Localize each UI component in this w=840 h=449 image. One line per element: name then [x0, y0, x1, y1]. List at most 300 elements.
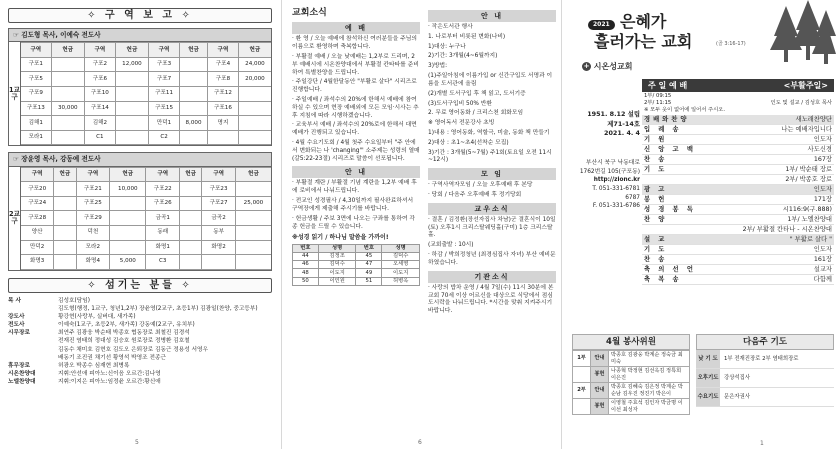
table-row [293, 261, 420, 269]
worship-header [642, 79, 834, 92]
volunteer-part: 1부 [573, 351, 591, 367]
worship-item-label: 광 고 [644, 185, 668, 193]
table-cell [180, 240, 202, 255]
worship-item-label: 성 경 봉 독 [644, 205, 696, 213]
volunteers-table [572, 350, 690, 415]
table-cell: 구포2 [84, 57, 115, 72]
worship-news-items [292, 36, 420, 163]
news-item: · 결혼 / 김정환(장선자집사 차남)군 결혼식이 10일(토) 오후1시 크리스탈웨딩홀(구미) 1층 크리스탈홀. [428, 216, 556, 239]
table-cell [238, 101, 271, 116]
table-cell: 구포16 [208, 101, 239, 116]
news-item: (3)도서구입비 50% 반환 [428, 100, 492, 107]
table-cell: 이도지 [382, 269, 420, 277]
news-item: · 하감 / 박희정청년 (최경심집사 자녀) 부산 예비문 하였습니다. [428, 252, 556, 266]
table-cell [208, 130, 239, 145]
worship-leader: 인도 및 설교 / 김성호 목사 [770, 99, 832, 106]
news-item: 2. 무료 영어동화 / 크리스천 회화모임 [428, 110, 524, 117]
table-cell: 김정조 [318, 253, 356, 261]
banner-reference: (골 3:16-17) [716, 41, 746, 47]
table-cell [54, 182, 76, 197]
column-header: 헌금 [238, 43, 271, 58]
servant-names: 김동수 채미호 김현호 김도오 은퇴장로 김동근 정용성 서영우 [58, 346, 209, 353]
section-member-news: 교우소식 [428, 203, 556, 215]
worship-item-value: 인도자 [813, 245, 832, 253]
servant-names: 전재진 염태희 정대성 김승호 원로장로 정병환 김호철 [58, 338, 190, 345]
news-item: (1)주일아침에 이름가입 or 신간구입도 서명과 이름을 도서관에 올림 [428, 73, 553, 87]
table-cell: 동부 [202, 226, 236, 241]
table-cell [51, 72, 84, 87]
year-badge: 2021 [588, 20, 615, 30]
servant-names: 허광오 박종수 심재현 최병록 [58, 362, 130, 369]
table-cell: 만덕1 [149, 116, 180, 131]
table-cell [115, 87, 148, 102]
worship-item-value: 시116:9(구.888) [782, 205, 832, 213]
table-cell: 허병옥 [382, 277, 420, 285]
worship-row [642, 125, 834, 135]
founded: 1951. 8.12 설립 [587, 110, 640, 118]
table-cell: 구포10 [84, 87, 115, 102]
worship-item-value: 설교자 [813, 265, 832, 273]
table-cell: 8,000 [179, 116, 207, 131]
volunteer-role: 봉헌 [591, 399, 609, 415]
group-1-side-label: 1교구 [9, 42, 21, 145]
news-item: · 주일예배 / 좌석수의 20%에 한해서 예배에 참여하실 수 있으며 현장 예배외에 모든 모임·시사는 추후 지침에 따라 시행하겠습니다. [292, 96, 419, 119]
worship-item-label: 기 도 [644, 165, 668, 173]
table-cell: 덕천 [76, 226, 110, 241]
table-row [21, 87, 271, 102]
telephone: T. 051-331-6781 [592, 185, 640, 192]
servant-names: 배동기 조진권 채기선 황영석 박영조 전종근 [58, 354, 166, 361]
news-item: 3)기간 : 3개월(5~7월) 주1회(토요일 오전 11시~12시) [428, 149, 552, 164]
prayer-row [696, 369, 834, 388]
address-line2: 1762번길 105(구포동) [579, 168, 640, 175]
table-cell: 김해2 [84, 116, 115, 131]
worship-item-label: 기 도 [644, 245, 668, 253]
table-row [21, 182, 271, 197]
volunteer-role: 안내 [591, 351, 609, 367]
servant-role [8, 338, 58, 345]
volunteer-row [573, 399, 690, 415]
address-line1: 부산시 북구 낙동대로 [585, 159, 640, 166]
worship-item-label: 찬 송 [644, 155, 668, 163]
worship-item-value: 1부/ 박순태 장로 [785, 165, 832, 173]
worship-row [642, 135, 834, 145]
table-cell: 김해1 [21, 116, 51, 131]
servant-names: 지휘:이지은 피아노:임정윤 오르간:황신애 [58, 379, 161, 386]
news-item: 1. 나로부터 비롯된 변화(나비) [428, 33, 506, 40]
worship-times [642, 92, 834, 115]
table-cell [180, 226, 202, 241]
worship-item-label: 봉 헌 [644, 195, 668, 203]
time-1: 1부/ 09:15 [644, 93, 672, 99]
page-number: 6 [418, 438, 422, 446]
table-row [21, 211, 271, 226]
table-cell: 구포4 [208, 57, 239, 72]
prayer-label: 낮 기 도 [696, 350, 720, 368]
section-org-news: 기관소식 [428, 271, 556, 283]
volunteer-row [573, 367, 690, 383]
table-cell: 이도지 [318, 269, 356, 277]
table-cell: 김덕수 [318, 261, 356, 269]
news-column-right [428, 8, 556, 318]
table-cell [51, 116, 84, 131]
servant-role: 목 사 [8, 297, 21, 304]
group-2-header: ☞ 장윤영 목사, 강동예 전도사 [9, 153, 271, 166]
table-cell: 구포22 [146, 182, 180, 197]
news-item: · 환 영 / 오늘 예배에 참석하신 여러분들을 주님의 이름으로 환영하며 축복합니다. [292, 36, 417, 51]
worship-row [642, 165, 834, 175]
worship-item-value: 인도자 [813, 135, 832, 143]
volunteer-part [573, 399, 591, 415]
table-cell [54, 226, 76, 241]
news-item: · 부활절 예배 / 오늘 낮예배는 1,2부로 드리며, 2부 예배시에 시온찬양대에서 부활절 칸타타를 준비하여 특별찬양을 드립니다. [292, 53, 419, 76]
table-cell: 오세영 [382, 261, 420, 269]
news-item: · 사랑의 밥차 운영 / 4월 7일(수) 11시 30분에 본교회 70세 이상 어르신을 대상으로 식당에서 점심도시락을 나눠드립니다. *시간을 맞춰 지켜주시기 바랍니다. [428, 284, 554, 315]
prayer-label: 오후기도 [696, 369, 720, 387]
table-cell [180, 182, 202, 197]
table-cell: 금곡2 [202, 211, 236, 226]
meeting-items [428, 182, 556, 200]
volunteer-role: 안내 [591, 383, 609, 399]
servant-names: 최연주 김광웅 박순태 박종호 협동장로 최철진 김경석 [58, 330, 190, 337]
table-cell [180, 196, 202, 211]
news-item: (교회출발 : 10시) [428, 242, 474, 249]
volunteer-names: 박종호 김혜숙 김은정 박계순 박순남 김우진 정진기 박은이 [609, 383, 690, 399]
worship-row [642, 245, 834, 255]
table-cell: 구포23 [202, 182, 236, 197]
servant-role: 전도사 [8, 322, 25, 329]
column-header: 구역 [21, 167, 54, 182]
table-cell [238, 116, 271, 131]
servant-names: 김도형(행정, 1교구, 청년1,2부) 장윤영(2교구, 초등1부) 김광일(찬양, 중고등부) [58, 305, 258, 312]
worship-title: 주 일 예 배 [648, 81, 688, 90]
table-header-row [21, 43, 271, 58]
column-header: 헌금 [115, 43, 148, 58]
table-cell [110, 226, 146, 241]
worship-item-value: 167장 [813, 155, 832, 163]
church-news-title: 교회소식 [292, 8, 327, 18]
table-cell [235, 240, 271, 255]
table-cell: 51 [356, 277, 382, 285]
servants-list [8, 298, 272, 386]
website-link[interactable]: http://zionc.kr [593, 177, 640, 184]
servant-role: 노엘찬양대 [8, 379, 36, 386]
table-cell: 45 [356, 253, 382, 261]
table-cell: 구포12 [208, 87, 239, 102]
table-cell: 모라2 [76, 240, 110, 255]
volunteer-row [573, 351, 690, 367]
table-cell: 구포21 [76, 182, 110, 197]
servant-role [8, 347, 58, 354]
news-item: 1)대상: 누구나 [428, 43, 466, 50]
table-cell [110, 211, 146, 226]
worship-note: ※ 모두 옷이 없어에 일어서 주시오. [644, 106, 726, 113]
table-cell [115, 116, 148, 131]
table-cell: 구포9 [21, 87, 51, 102]
column-header: 성명 [382, 244, 420, 252]
table-row [21, 255, 271, 270]
table-cell: 구포20 [21, 182, 54, 197]
table-cell: 구포25 [76, 196, 110, 211]
table-row [21, 101, 271, 116]
worship-item-value: 1부/ 노엘찬양대 [787, 215, 832, 223]
page-number: 1 [760, 439, 764, 447]
table-cell [179, 101, 207, 116]
table-cell [51, 130, 84, 145]
worship-row [642, 225, 834, 235]
district-group-1 [8, 28, 272, 146]
table-cell: 구포27 [202, 196, 236, 211]
table-row [293, 269, 420, 277]
worship-item-value: 인도자 [813, 185, 832, 193]
table-cell: 이인원 [318, 277, 356, 285]
table-cell: 양산 [21, 226, 54, 241]
table-row [293, 253, 420, 261]
column-header: 번호 [293, 244, 319, 252]
column-header: 번호 [356, 244, 382, 252]
table-cell [235, 226, 271, 241]
cross-icon: + [583, 62, 590, 70]
table-row [21, 130, 271, 145]
table-cell: 구포15 [149, 101, 180, 116]
news-item: 3)방법: [428, 63, 448, 70]
column-header: 구역 [146, 167, 180, 182]
table-cell [54, 255, 76, 270]
volunteer-names: 나종혁 박정현 김선옥김 정특희 이은진 [609, 367, 690, 383]
servant-names: 김성호(담임) [58, 297, 90, 304]
page-church-news [284, 0, 560, 449]
worship-rows [642, 115, 834, 285]
table-cell [110, 196, 146, 211]
table-cell [235, 182, 271, 197]
servant-role: 강도사 [8, 314, 25, 321]
worship-item-label: 경배와찬양 [644, 115, 690, 123]
table-cell: 동래 [146, 226, 180, 241]
table-cell: 구포24 [21, 196, 54, 211]
table-cell: 김덕수 [382, 253, 420, 261]
column-header: 헌금 [110, 167, 146, 182]
table-cell: 구포29 [76, 211, 110, 226]
column-header: 헌금 [51, 43, 84, 58]
section-guide: 안 내 [292, 166, 420, 178]
table-cell: 화명4 [76, 255, 110, 270]
table-cell: 12,000 [115, 57, 148, 72]
worship-item-label: 설 교 [644, 235, 668, 243]
table-cell: 화명2 [202, 240, 236, 255]
table-cell [110, 240, 146, 255]
servant-names: 황강현(사랑부, 실버대, 새가족) [58, 314, 136, 321]
column-header: 구역 [21, 43, 51, 58]
worship-row [642, 275, 834, 285]
worship-item-value: 171장 [813, 195, 832, 203]
column-header: 성명 [318, 244, 356, 252]
table-cell: 화명1 [146, 240, 180, 255]
news-item: · 구역사역자모임 / 오늘 오후예배 후 본당 [428, 182, 533, 189]
table-cell: 25,000 [235, 196, 271, 211]
worship-row [642, 255, 834, 265]
table-cell: 명지 [208, 116, 239, 131]
worship-item-value: " 부활로 살다 " [789, 235, 832, 243]
worship-row [642, 235, 834, 245]
table-cell: 5,000 [110, 255, 146, 270]
issue: 제71-14호 [607, 119, 640, 128]
page-district-report [0, 0, 278, 449]
servant-role: 휴무장로 [8, 362, 30, 369]
table-row [21, 57, 271, 72]
servant-role: 시무장로 [8, 330, 30, 337]
table-cell: 금곡1 [146, 211, 180, 226]
table-cell: 48 [293, 269, 319, 277]
prayer-row [696, 350, 834, 369]
fax: F. 051-331-6786 [592, 203, 640, 210]
group-2-side-label: 2교구 [9, 167, 21, 270]
news-item: · 교육부서 예배 / 좌석수의 20%로에 한해서 대면예배가 진행되고 있습니다. [292, 122, 417, 137]
table-cell [115, 130, 148, 145]
news-item: · 주일강단 / 4월한달동안 "부활로 살다" 시리즈로 진행합니다. [292, 79, 417, 94]
next-prayer-block [696, 334, 834, 445]
telephone-2: 6787 [625, 194, 640, 201]
volunteer-role: 봉헌 [591, 367, 609, 383]
prayer-value: 문은자권사 [724, 393, 751, 400]
table-cell: 24,000 [238, 57, 271, 72]
worship-order [642, 79, 834, 285]
worship-item-label: 찬 양 [644, 215, 668, 223]
news-item: 1)내용 : 영어동화, 역할극, 미술, 동화 책 만들기 [428, 129, 550, 136]
church-name: 시온성교회 [593, 62, 633, 71]
table-cell: 구포11 [149, 87, 180, 102]
table-cell [235, 211, 271, 226]
servants-title: ✧ 섬기는 분들 ✧ [8, 278, 272, 293]
table-cell [179, 130, 207, 145]
worship-item-label: 찬 송 [644, 255, 668, 263]
district-table-1 [21, 42, 271, 145]
table-cell: 30,000 [51, 101, 84, 116]
table-cell [180, 255, 202, 270]
worship-item-label: 입 례 송 [644, 125, 682, 133]
table-cell: C3 [146, 255, 180, 270]
table-cell: 구포3 [149, 57, 180, 72]
district-group-2 [8, 152, 272, 270]
banner-title-line1: 은혜가 [620, 12, 667, 31]
district-report-title: ✧ 구 역 보 고 ✧ [8, 8, 272, 23]
column-header: 헌금 [179, 43, 207, 58]
worship-item-label: 축 복 송 [644, 275, 682, 283]
table-cell [115, 101, 148, 116]
section-guide-2: 안 내 [428, 10, 556, 22]
table-row [293, 277, 420, 285]
library-news-items [428, 24, 556, 165]
news-item: · 4월 수요기도회 / 4월 첫주 수요일부터 "주 안에서 변화되는 나 'changing'" 소주제는 성령의 열매(갈5:22-23절) 시리즈로 말씀이 선포됩니다. [292, 140, 420, 162]
column-header: 헌금 [180, 167, 202, 182]
table-cell: 구포26 [146, 196, 180, 211]
table-cell: 구포28 [21, 211, 54, 226]
prayer-value: 1부 전재진장로 2부 염태희장로 [724, 355, 799, 362]
worship-item-label: 축 의 선 언 [644, 265, 696, 273]
servant-role [8, 306, 58, 313]
table-cell [179, 87, 207, 102]
table-cell [179, 72, 207, 87]
table-cell [115, 72, 148, 87]
table-cell [51, 87, 84, 102]
volunteer-names: 이영철 주효석 김인자 박금명 이이선 최성자 [609, 399, 690, 415]
column-header: 구역 [84, 43, 115, 58]
volunteer-names: 박종호 김광웅 박계순 정숙금 최미숙 [609, 351, 690, 367]
worship-item-value: 161장 [813, 255, 832, 263]
worship-row [642, 175, 834, 185]
table-cell: 구포7 [149, 72, 180, 87]
table-row [21, 240, 271, 255]
guide-news-items [292, 180, 420, 231]
worship-item-value: 새노래찬양단 [795, 115, 832, 123]
servant-role: 시온찬양대 [8, 370, 36, 377]
district-table-2 [21, 167, 271, 270]
worship-row [642, 185, 834, 195]
worship-item-value: 2부/ 박종호 장로 [785, 175, 832, 183]
table-cell [54, 211, 76, 226]
news-item: · 헌금생활 / 주보 3면에 나오는 구좌를 통하여 각종 헌금을 드릴 수 있습니다. [292, 215, 416, 230]
fold-line [281, 0, 282, 449]
next-prayer-title: 다음주 기도 [696, 334, 834, 350]
group-1-header: ☞ 김도형 목사, 이예숙 전도사 [9, 29, 271, 42]
volunteer-row [573, 383, 690, 399]
table-cell [238, 130, 271, 145]
table-row [21, 116, 271, 131]
column-header: 구역 [208, 43, 239, 58]
volunteer-part [573, 367, 591, 383]
table-header-row [21, 167, 271, 182]
table-cell: 구포14 [84, 101, 115, 116]
prayer-row [696, 388, 834, 407]
issue-date: 2021. 4. 4 [604, 129, 640, 138]
worship-subtitle: <부활주일> [783, 81, 828, 90]
table-cell: 구포6 [84, 72, 115, 87]
servant-names: 이예숙(1교구, 초등2부, 새가족) 강동예(2교구, 유치부) [58, 322, 195, 329]
news-item: · 전교인 성경필사 / 4,30일까지 필사완료하셔서 구역장에게 제출해 주시기를 바랍니다. [292, 198, 414, 212]
time-2: 2부/ 11:15 [644, 99, 672, 106]
table-cell: 50 [293, 277, 319, 285]
column-header: 구역 [149, 43, 180, 58]
table-cell [54, 196, 76, 211]
volunteer-part: 2부 [573, 383, 591, 399]
bible-reading-table [292, 244, 420, 286]
prayer-label: 수요기도 [696, 388, 720, 406]
news-item: · 작은도서관 행사 [428, 24, 473, 30]
worship-item-value: 나는 예배자입니다 [781, 125, 832, 133]
servant-names: 지휘:안선애 피아노:신이음 오르간:김나영 [58, 370, 161, 377]
column-header: 구역 [202, 167, 236, 182]
worship-item-label: 신 앙 고 백 [644, 145, 696, 153]
table-cell [179, 57, 207, 72]
table-row [21, 196, 271, 211]
table-cell [51, 57, 84, 72]
news-item: · 당회 / 다음주 오후예배 후 정기당회 [428, 192, 522, 198]
worship-row [642, 205, 834, 215]
table-cell: 49 [356, 269, 382, 277]
worship-row [642, 195, 834, 205]
worship-row [642, 145, 834, 155]
news-item: · 부활절 계란 / 부활절 기념 계란을 1,2부 예배 후에 로비에서 나눠드립니다. [292, 180, 417, 195]
section-meetings: 모 임 [428, 168, 556, 180]
news-item: 2)대상 : 초1~초4(선착순 모집) [428, 139, 509, 146]
table-row [21, 226, 271, 241]
worship-row [642, 265, 834, 275]
table-cell: 구포1 [21, 57, 51, 72]
bible-reading-caption: ※성경 읽기 / 하나님 말씀을 가까이! [292, 234, 389, 242]
column-header: 헌금 [235, 167, 271, 182]
news-item: ※ 영어독서 전문강사 초빙 [428, 120, 495, 127]
table-cell [238, 87, 271, 102]
table-cell: C2 [149, 130, 180, 145]
